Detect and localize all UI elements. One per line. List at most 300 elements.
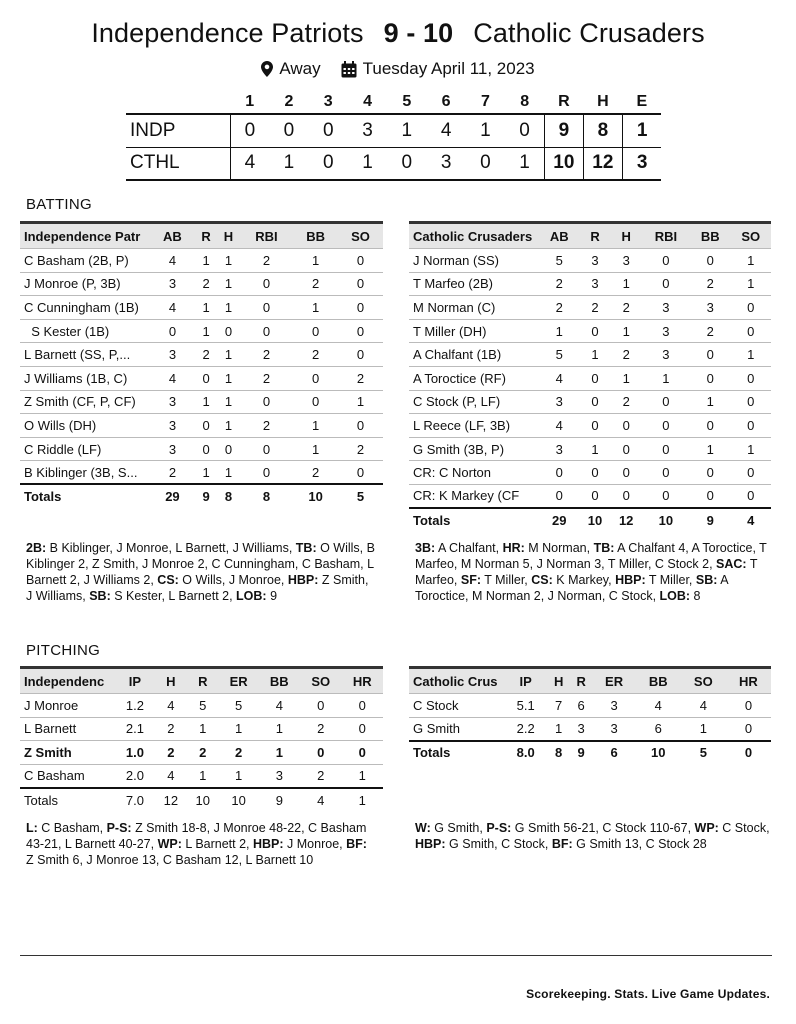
stat-column-header: SO (730, 223, 771, 249)
table-header-row (20, 223, 383, 249)
inning-header: 1 (245, 92, 255, 110)
stat-value: 2 (195, 343, 217, 367)
linescore-team: INDP (126, 114, 230, 147)
inning-header: 8 (520, 92, 530, 110)
player-name: O Wills (DH) (20, 414, 150, 438)
stat-label: WP: (157, 837, 182, 851)
location-label: Away (279, 59, 321, 78)
stat-value: 0 (690, 366, 730, 390)
stat-value: 0 (195, 414, 217, 438)
player-name: C Basham (2B, P) (20, 249, 150, 273)
stat-value: 1 (338, 390, 383, 414)
away-pitching-table (20, 666, 383, 811)
player-name: J Williams (1B, C) (20, 366, 150, 390)
stat-label: BF: (346, 837, 367, 851)
inning-header: 6 (441, 92, 451, 110)
stat-value: 1 (217, 249, 239, 273)
player-name: S Kester (1B) (20, 319, 150, 343)
stat-value: 0 (690, 484, 730, 508)
stat-value: 1 (293, 437, 338, 461)
stat-value: 0 (730, 390, 771, 414)
totals-value: 10 (636, 741, 681, 765)
stat-value: 3 (579, 249, 610, 273)
stat-value: 2 (155, 717, 187, 741)
totals-label: Totals (409, 741, 504, 765)
stat-value: 0 (611, 461, 642, 485)
stat-value: 0 (726, 717, 771, 741)
footer-tagline: Scorekeeping. Stats. Live Game Updates. (526, 987, 770, 1001)
stat-value: 2 (338, 437, 383, 461)
date-label: Tuesday April 11, 2023 (362, 59, 535, 78)
table-header-row (20, 668, 383, 694)
player-name: C Riddle (LF) (20, 437, 150, 461)
stat-value: 3 (150, 272, 195, 296)
player-name: A Chalfant (1B) (409, 343, 539, 367)
stat-value: 1 (547, 717, 570, 741)
inning-runs: 3 (348, 114, 387, 147)
calendar-icon (341, 61, 357, 78)
stat-value: 0 (579, 414, 610, 438)
stat-column-header: AB (539, 223, 579, 249)
rhe-value: 3 (622, 147, 661, 180)
stat-value: 1 (730, 437, 771, 461)
linescore-team: CTHL (126, 147, 230, 180)
stat-value: 0 (642, 390, 690, 414)
totals-value: 1 (342, 788, 384, 812)
stat-value: 5 (219, 694, 259, 718)
player-name: G Smith (3B, P) (409, 437, 539, 461)
player-name: B Kiblinger (3B, S... (20, 461, 150, 485)
player-row (20, 694, 383, 718)
stat-value: 0 (338, 319, 383, 343)
stat-value: 2 (240, 366, 293, 390)
stat-value: 0 (293, 390, 338, 414)
stat-value: 3 (642, 319, 690, 343)
stat-value: 0 (690, 249, 730, 273)
totals-value: 5 (681, 741, 726, 765)
stat-value: 1 (611, 319, 642, 343)
stat-label: P-S: (106, 821, 132, 835)
stat-value: 2 (240, 414, 293, 438)
totals-value: 4 (730, 508, 771, 532)
stat-value: 0 (338, 272, 383, 296)
rhe-header: R (558, 92, 570, 110)
player-row (409, 694, 771, 718)
stat-value: 4 (150, 296, 195, 320)
player-row (409, 437, 771, 461)
totals-value: 7.0 (115, 788, 155, 812)
stat-value: 0 (730, 296, 771, 320)
inning-runs: 0 (505, 114, 544, 147)
stat-value: 1 (690, 390, 730, 414)
stat-label: L: (26, 821, 38, 835)
stat-value: 1 (195, 461, 217, 485)
stat-value: 1.0 (115, 741, 155, 765)
stat-value: 1.2 (115, 694, 155, 718)
stat-value: 1 (642, 366, 690, 390)
stat-value: 0 (730, 319, 771, 343)
stat-column-header: H (611, 223, 642, 249)
player-row (409, 272, 771, 296)
stat-column-header: H (217, 223, 239, 249)
away-team-name: Independence Patriots (91, 18, 364, 48)
stat-value: 0 (730, 414, 771, 438)
totals-value: 9 (195, 484, 217, 508)
stat-value: 3 (690, 296, 730, 320)
stat-value: 4 (259, 694, 300, 718)
player-row (20, 414, 383, 438)
player-row (409, 484, 771, 508)
stat-value: 0 (579, 461, 610, 485)
rhe-value: 8 (583, 114, 622, 147)
player-row (409, 414, 771, 438)
location (261, 59, 320, 79)
totals-value: 8 (547, 741, 570, 765)
stat-value: 0 (730, 484, 771, 508)
player-name: A Toroctice (RF) (409, 366, 539, 390)
stat-label: SB: (695, 573, 718, 587)
inning-runs: 1 (348, 147, 387, 180)
totals-value: 12 (155, 788, 187, 812)
inning-runs: 0 (387, 147, 426, 180)
stat-column-header: R (579, 223, 610, 249)
away-pitching-notes: L: C Basham, P-S: Z Smith 18-8, J Monroe 48-22, C Basham 43-21, L Barnett 40-27, WP: L Barnett 2, HBP: J Monroe, BF: Z Smith 6, J Monroe 13, C Basham 12, L Barnett 10 (26, 821, 367, 867)
rhe-value: 10 (544, 147, 583, 180)
inning-header: 2 (284, 92, 294, 110)
player-name: L Reece (LF, 3B) (409, 414, 539, 438)
stat-value: 0 (300, 741, 341, 765)
rhe-value: 1 (622, 114, 661, 147)
stat-value: 1 (730, 272, 771, 296)
totals-row (409, 741, 771, 765)
stat-value: 1 (219, 717, 259, 741)
stat-value: 0 (293, 319, 338, 343)
inning-runs: 0 (230, 114, 269, 147)
player-name: J Norman (SS) (409, 249, 539, 273)
stat-value: 1 (217, 272, 239, 296)
stat-label: TB: (295, 541, 317, 555)
stat-value: 3 (259, 764, 300, 788)
stat-column-header: BB (259, 668, 300, 694)
stat-value: 0 (338, 461, 383, 485)
date (341, 59, 535, 79)
stat-label: LOB: (236, 589, 267, 603)
stat-label: SAC: (716, 557, 747, 571)
stat-value: 1 (217, 296, 239, 320)
stat-column-header: H (547, 668, 570, 694)
stat-value: 0 (338, 414, 383, 438)
stat-value: 1 (259, 741, 300, 765)
stat-value: 1 (195, 319, 217, 343)
stat-value: 6 (570, 694, 593, 718)
stat-value: 1 (195, 390, 217, 414)
stat-value: 1 (217, 461, 239, 485)
stat-value: 3 (579, 272, 610, 296)
stat-value: 4 (150, 249, 195, 273)
stat-value: 2 (187, 741, 219, 765)
stat-value: 2 (690, 319, 730, 343)
stat-label: 3B: (415, 541, 436, 555)
player-name: M Norman (C) (409, 296, 539, 320)
inning-runs: 0 (466, 147, 505, 180)
stat-label: BF: (551, 837, 573, 851)
stat-value: 3 (642, 296, 690, 320)
stat-value: 2 (195, 272, 217, 296)
stat-column-header: RBI (642, 223, 690, 249)
stat-value: 7 (547, 694, 570, 718)
stat-value: 0 (195, 366, 217, 390)
stat-value: 0 (642, 414, 690, 438)
stat-value: 2 (539, 296, 579, 320)
player-row (20, 249, 383, 273)
totals-value: 9 (259, 788, 300, 812)
player-row (20, 461, 383, 485)
stat-value: 2 (539, 272, 579, 296)
player-name: CR: K Markey (CF (409, 484, 539, 508)
player-row (20, 343, 383, 367)
player-name: L Barnett (20, 717, 115, 741)
home-pitching-table (409, 666, 771, 764)
map-pin-icon (261, 61, 273, 77)
stat-value: 2 (240, 343, 293, 367)
final-score: 9 - 10 (383, 18, 454, 48)
stat-label: TB: (593, 541, 615, 555)
stat-value: 2 (240, 249, 293, 273)
stat-value: 0 (579, 319, 610, 343)
stat-value: 2.0 (115, 764, 155, 788)
stat-value: 0 (217, 319, 239, 343)
stat-column-header: R (195, 223, 217, 249)
stat-column-header: RBI (240, 223, 293, 249)
home-batting-notes: 3B: A Chalfant, HR: M Norman, TB: A Chalfant 4, A Toroctice, T Marfeo, M Norman 5, J Norman 3, T Miller, C Stock 2, SAC: T Marfeo, SF: T Miller, CS: K Markey, HBP: T Miller, SB: A Toroctice, M Norman 2, J Norman, C Stock, LOB: 8 (415, 541, 767, 603)
stat-value: 1 (293, 296, 338, 320)
stat-value: 0 (195, 437, 217, 461)
totals-value: 29 (150, 484, 195, 508)
stat-value: 0 (150, 319, 195, 343)
stat-value: 2 (690, 272, 730, 296)
stat-value: 1 (342, 764, 384, 788)
totals-label: Totals (20, 484, 150, 508)
inning-runs: 4 (230, 147, 269, 180)
table-header-row (409, 223, 771, 249)
stat-column-header: IP (115, 668, 155, 694)
stat-value: 1 (187, 764, 219, 788)
rhe-header: E (636, 92, 648, 110)
stat-value: 0 (240, 437, 293, 461)
stat-value: 2.1 (115, 717, 155, 741)
stat-label: LOB: (659, 589, 691, 603)
stat-value: 4 (155, 764, 187, 788)
stat-value: 0 (642, 484, 690, 508)
totals-value: 10 (293, 484, 338, 508)
stat-column-header: IP (504, 668, 547, 694)
stat-column-header: ER (592, 668, 635, 694)
stat-value: 3 (150, 437, 195, 461)
stat-value: 3 (150, 343, 195, 367)
stat-column-header: BB (293, 223, 338, 249)
stat-value: 2.2 (504, 717, 547, 741)
player-row (20, 741, 383, 765)
stat-value: 0 (730, 366, 771, 390)
totals-row (20, 484, 383, 508)
player-row (20, 272, 383, 296)
player-name: J Monroe (P, 3B) (20, 272, 150, 296)
player-name: L Barnett (SS, P,... (20, 343, 150, 367)
totals-value: 10 (579, 508, 610, 532)
player-row (20, 717, 383, 741)
stat-value: 0 (240, 272, 293, 296)
stat-value: 0 (690, 343, 730, 367)
stat-value: 2 (338, 366, 383, 390)
stat-value: 6 (636, 717, 681, 741)
inning-header: 7 (480, 92, 490, 110)
stat-value: 0 (342, 717, 384, 741)
stat-value: 3 (592, 717, 635, 741)
player-row (20, 764, 383, 788)
home-pitching-notes: W: G Smith, P-S: G Smith 56-21, C Stock 110-67, WP: C Stock, HBP: G Smith, C Stock, BF: G Smith 13, C Stock 28 (415, 821, 770, 851)
team-column-header: Independence Patr (20, 223, 150, 249)
totals-row (20, 788, 383, 812)
stat-value: 0 (730, 461, 771, 485)
totals-value: 12 (611, 508, 642, 532)
table-header-row (409, 668, 771, 694)
stat-value: 0 (240, 319, 293, 343)
stat-column-header: H (155, 668, 187, 694)
game-meta (0, 59, 796, 79)
stat-value: 5 (539, 249, 579, 273)
footer-divider (20, 955, 772, 956)
team-column-header: Catholic Crus (409, 668, 504, 694)
stat-value: 1 (579, 437, 610, 461)
stat-value: 0 (539, 484, 579, 508)
stat-value: 4 (636, 694, 681, 718)
stat-label: WP: (694, 821, 719, 835)
stat-value: 0 (579, 484, 610, 508)
totals-value: 9 (690, 508, 730, 532)
stat-value: 2 (219, 741, 259, 765)
player-name: G Smith (409, 717, 504, 741)
stat-value: 3 (150, 414, 195, 438)
stat-value: 2 (611, 296, 642, 320)
stat-value: 1 (259, 717, 300, 741)
totals-row (409, 508, 771, 532)
totals-value: 10 (219, 788, 259, 812)
player-name: C Cunningham (1B) (20, 296, 150, 320)
stat-value: 5 (187, 694, 219, 718)
stat-value: 1 (690, 437, 730, 461)
player-row (409, 319, 771, 343)
stat-value: 4 (150, 366, 195, 390)
stat-value: 3 (539, 390, 579, 414)
inning-runs: 4 (426, 114, 465, 147)
totals-value: 10 (187, 788, 219, 812)
totals-value: 8 (240, 484, 293, 508)
away-batting-notes: 2B: B Kiblinger, J Monroe, L Barnett, J Williams, TB: O Wills, B Kiblinger 2, Z Smith, J Monroe 2, C Cunningham, C Basham, L Barnett 2, J Williams 2, CS: O Wills, J Monroe, HBP: Z Smith, J Williams, SB: S Kester, L Barnett 2, LOB: 9 (26, 541, 375, 603)
player-name: Z Smith (20, 741, 115, 765)
stat-value: 2 (611, 343, 642, 367)
inning-runs: 1 (466, 114, 505, 147)
stat-label: SB: (89, 589, 111, 603)
stat-value: 1 (293, 414, 338, 438)
inning-header: 4 (363, 92, 372, 110)
stat-label: P-S: (486, 821, 512, 835)
totals-value: 9 (570, 741, 593, 765)
stat-value: 0 (690, 461, 730, 485)
stat-value: 4 (681, 694, 726, 718)
stat-value: 0 (293, 366, 338, 390)
stat-value: 1 (217, 390, 239, 414)
totals-value: 4 (300, 788, 341, 812)
inning-runs: 1 (269, 147, 308, 180)
stat-column-header: BB (690, 223, 730, 249)
stat-label: HBP: (287, 573, 319, 587)
player-row (409, 366, 771, 390)
rhe-value: 12 (583, 147, 622, 180)
stat-value: 3 (150, 390, 195, 414)
stat-value: 3 (642, 343, 690, 367)
pitching-section-title: PITCHING (26, 642, 101, 659)
stat-value: 1 (187, 717, 219, 741)
stat-column-header: AB (150, 223, 195, 249)
stat-value: 1 (681, 717, 726, 741)
player-row (409, 717, 771, 741)
stat-value: 0 (539, 461, 579, 485)
totals-label: Totals (409, 508, 539, 532)
inning-runs: 1 (387, 114, 426, 147)
stat-column-header: SO (300, 668, 341, 694)
stat-value: 2 (155, 741, 187, 765)
stat-column-header: HR (726, 668, 771, 694)
stat-value: 3 (611, 249, 642, 273)
player-row (409, 461, 771, 485)
player-row (409, 249, 771, 273)
stat-value: 3 (539, 437, 579, 461)
linescore-corner (126, 90, 230, 114)
player-row (409, 390, 771, 414)
stat-value: 0 (342, 694, 384, 718)
totals-value: 0 (726, 741, 771, 765)
stat-value: 0 (338, 343, 383, 367)
batting-section-title: BATTING (26, 196, 92, 213)
player-row (409, 296, 771, 320)
stat-value: 3 (592, 694, 635, 718)
stat-value: 0 (240, 390, 293, 414)
stat-value: 0 (579, 366, 610, 390)
stat-label: 2B: (26, 541, 47, 555)
team-column-header: Independenc (20, 668, 115, 694)
stat-value: 0 (611, 414, 642, 438)
player-name: C Stock (409, 694, 504, 718)
totals-label: Totals (20, 788, 115, 812)
stat-label: HBP: (253, 837, 284, 851)
stat-value: 1 (539, 319, 579, 343)
player-name: T Miller (DH) (409, 319, 539, 343)
inning-runs: 1 (505, 147, 544, 180)
stat-column-header: BB (636, 668, 681, 694)
stat-value: 2 (300, 717, 341, 741)
player-row (20, 390, 383, 414)
stat-value: 0 (240, 461, 293, 485)
totals-value: 5 (338, 484, 383, 508)
stat-value: 1 (219, 764, 259, 788)
stat-value: 0 (726, 694, 771, 718)
totals-value: 8 (217, 484, 239, 508)
away-batting-table (20, 221, 383, 508)
stat-column-header: HR (342, 668, 384, 694)
stat-value: 4 (155, 694, 187, 718)
team-column-header: Catholic Crusaders (409, 223, 539, 249)
linescore-row (126, 114, 661, 147)
